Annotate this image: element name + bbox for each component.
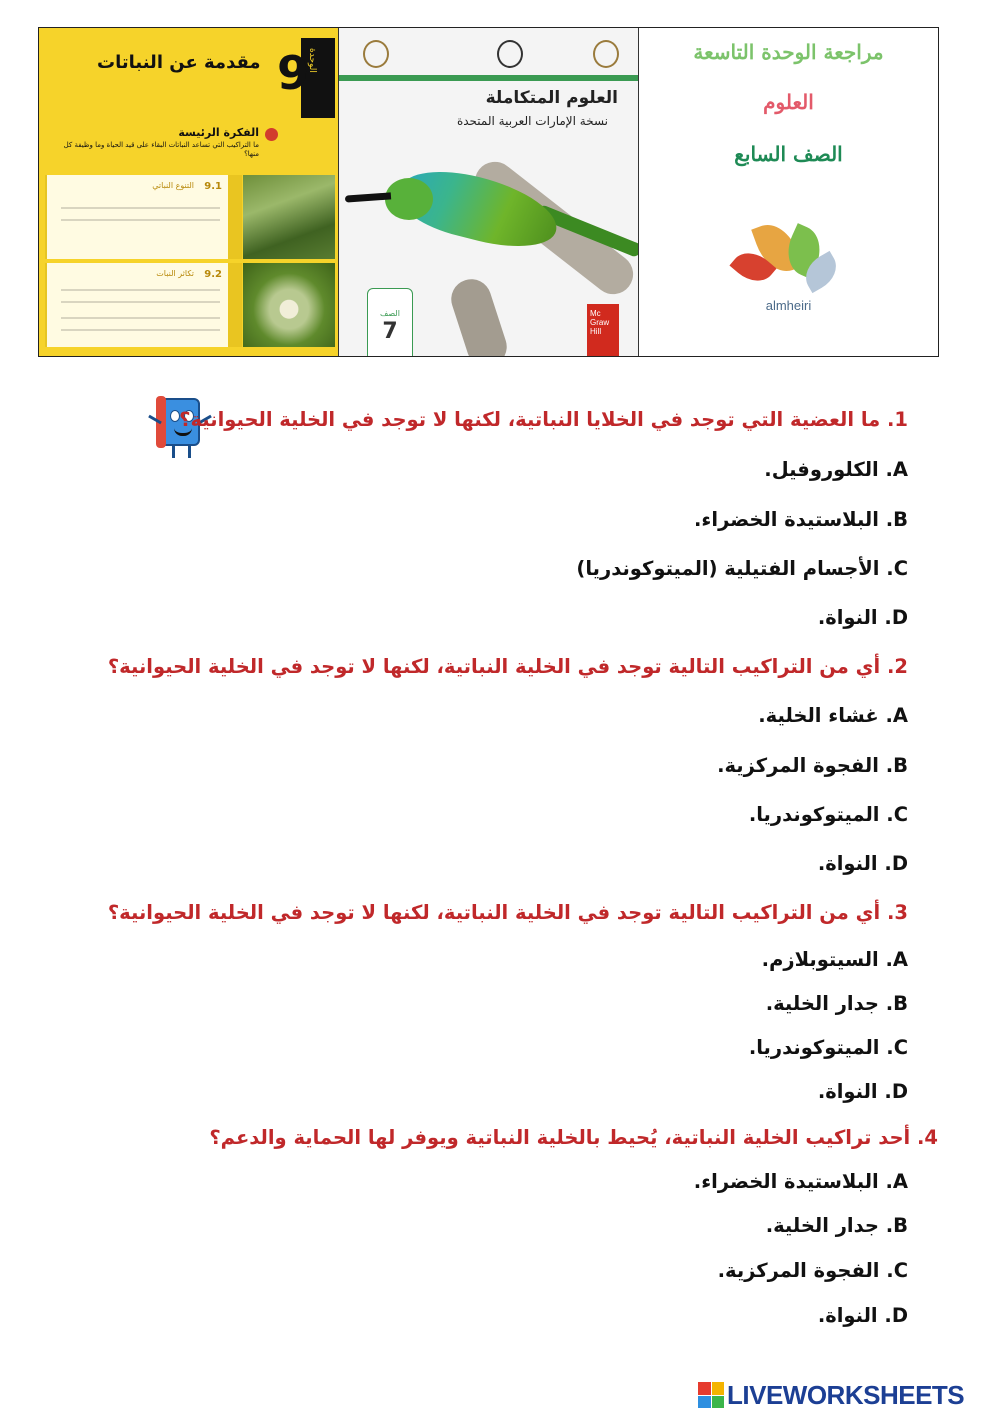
portrait-seal-icon	[497, 40, 523, 68]
lesson-number: 9.2	[204, 269, 222, 280]
lesson-box-1	[45, 175, 242, 259]
liveworksheets-watermark	[698, 1381, 964, 1409]
publisher-logo	[587, 304, 619, 356]
book-subtitle: نسخة الإمارات العربية المتحدة	[456, 114, 608, 128]
main-idea-question: ما التراكيب التي تساعد النباتات البقاء على قيد الحياة وما وظيفة كل منها؟	[63, 141, 259, 159]
school-crest-icon	[593, 40, 619, 68]
unit-cover-panel	[39, 28, 339, 356]
option-3a[interactable]: A. السيتوبلازم.	[761, 948, 908, 971]
text-line	[61, 329, 220, 331]
text-line	[61, 207, 220, 209]
option-1c[interactable]: C. الأجسام الفتيلية (الميتوكوندريا)	[576, 557, 908, 580]
unit-word: الوحدة	[307, 48, 317, 73]
option-1b[interactable]: B. البلاستيدة الخضراء.	[694, 508, 908, 531]
grade-title: الصف السابع	[734, 142, 843, 166]
grade-label: الصف	[380, 309, 400, 318]
lesson-name: تكاثر النبات	[156, 269, 194, 278]
textbook-cover-panel	[339, 28, 639, 356]
book-title: العلوم المتكاملة	[485, 88, 618, 108]
mascot-leg	[172, 446, 175, 458]
option-1d[interactable]: D. النواة.	[817, 606, 908, 629]
lesson-name: التنوع النباتي	[152, 181, 194, 190]
flower-spike-photo	[243, 263, 335, 347]
option-4a[interactable]: A. البلاستيدة الخضراء.	[693, 1170, 908, 1193]
watermark-text: LIVEWORKSHEETS	[727, 1379, 965, 1410]
main-idea-heading: الفكرة الرئيسة	[178, 126, 259, 139]
text-line	[61, 219, 220, 221]
grade-number: 7	[382, 319, 398, 344]
unit-number: 9	[277, 46, 310, 100]
header-banner	[38, 27, 939, 357]
question-3: 3. أي من التراكيب التالية توجد في الخلية النباتية، لكنها لا توجد في الخلية الحيوانية؟	[107, 901, 908, 924]
question-2: 2. أي من التراكيب التالية توجد في الخلية النباتية، لكنها لا توجد في الخلية الحيوانية؟	[107, 655, 908, 678]
option-4c[interactable]: C. الفجوة المركزية.	[717, 1259, 908, 1282]
uae-emblem-icon	[363, 40, 389, 68]
grade-badge	[367, 288, 413, 356]
lesson-tab	[228, 175, 242, 259]
option-1a[interactable]: A. الكلوروفيل.	[764, 458, 908, 481]
main-idea	[49, 126, 259, 159]
willow-tree-photo	[243, 175, 335, 259]
question-mark-icon	[265, 128, 278, 141]
option-2b[interactable]: B. الفجوة المركزية.	[717, 754, 908, 777]
text-line	[61, 301, 220, 303]
green-strip	[339, 75, 638, 81]
text-line	[61, 317, 220, 319]
publisher-name: Mc Graw Hill	[590, 309, 610, 336]
option-3c[interactable]: C. الميتوكوندريا.	[748, 1036, 908, 1059]
option-3d[interactable]: D. النواة.	[817, 1080, 908, 1103]
option-2a[interactable]: A. غشاء الخلية.	[758, 704, 908, 727]
liveworksheets-logo-icon	[698, 1382, 724, 1408]
bird-head	[385, 178, 433, 220]
option-4b[interactable]: B. جدار الخلية.	[765, 1214, 908, 1237]
review-title: مراجعة الوحدة التاسعة	[693, 40, 884, 64]
option-2c[interactable]: C. الميتوكوندريا.	[748, 803, 908, 826]
option-2d[interactable]: D. النواة.	[817, 852, 908, 875]
option-3b[interactable]: B. جدار الخلية.	[765, 992, 908, 1015]
review-title-panel	[639, 28, 938, 356]
subject-title: العلوم	[763, 90, 814, 114]
question-4: 4. أحد تراكيب الخلية النباتية، يُحيط بالخلية النباتية ويوفر لها الحماية والدعم؟	[209, 1126, 938, 1149]
lesson-tab	[228, 263, 242, 347]
lesson-box-2	[45, 263, 242, 347]
text-line	[61, 289, 220, 291]
question-1: 1. ما العضية التي توجد في الخلايا النباتية، لكنها لا توجد في الخلية الحيوانية؟	[179, 408, 908, 431]
branch	[446, 274, 512, 356]
unit-title: مقدمة عن النباتات	[97, 52, 261, 73]
option-4d[interactable]: D. النواة.	[817, 1304, 908, 1327]
lesson-number: 9.1	[204, 181, 222, 192]
logo-text: almheiri	[765, 298, 812, 313]
mascot-leg	[188, 446, 191, 458]
